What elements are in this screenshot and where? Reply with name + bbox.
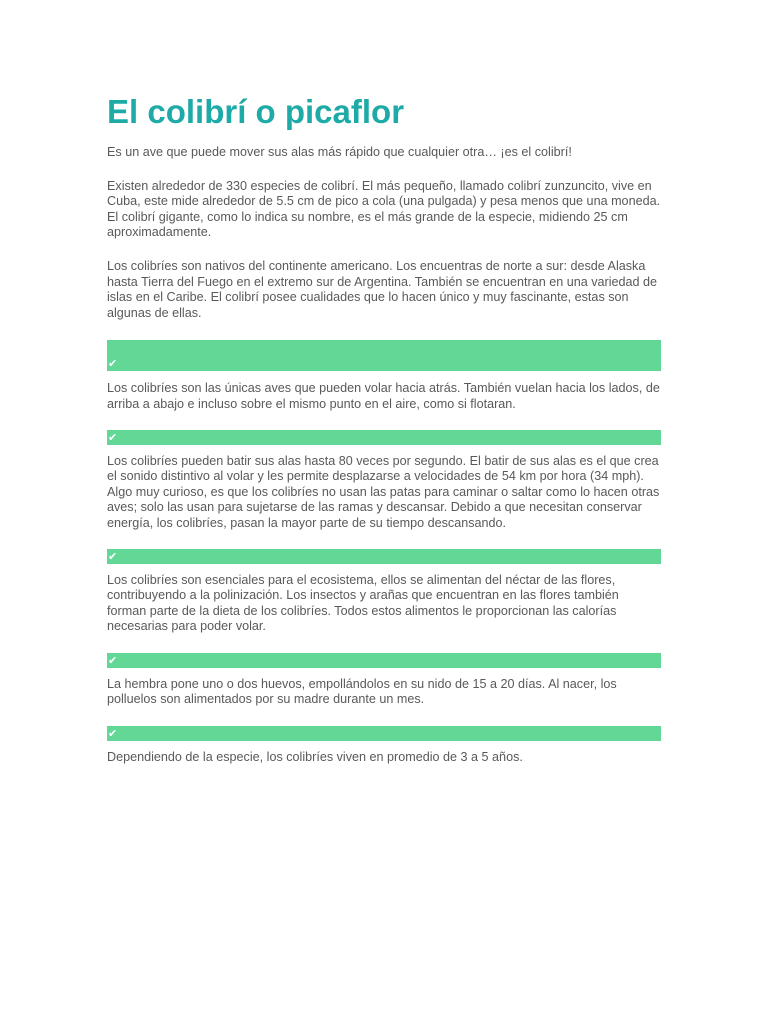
fact-paragraph-wings: Los colibríes pueden batir sus alas hasta 80 veces por segundo. El batir de sus alas es el que crea el sonido distintivo al volar y les permite desplazarse a velocidades de 54 km por hora (34 mph). Algo muy curioso, es que los colibríes no usan las patas para caminar o saltar como lo hacen otras aves; solo las usan para sujetarse de las ramas y descansar. Debido a que necesitan conservar energía, los colibríes, pasan la mayor parte de su tiempo descansando. <box>107 453 660 530</box>
checkmark-icon: ✔ <box>108 727 118 741</box>
paragraph-species: Existen alrededor de 330 especies de colibrí. El más pequeño, llamado colibrí zunzuncito, vive en Cuba, este mide alrededor de 5.5 cm de pico a cola (una pulgada) y pesa menos que una moneda. El colibrí gigante, como lo indica su nombre, es el más grande de la especie, midiendo 25 cm aproximadamente. <box>107 178 661 240</box>
fact-header-bar <box>107 549 661 564</box>
document-page <box>107 92 661 766</box>
intro-paragraph: Es un ave que puede mover sus alas más rápido que cualquier otra… ¡es el colibrí! <box>107 145 572 159</box>
fact-header-bar <box>107 430 661 445</box>
checkmark-icon: ✔ <box>108 549 118 563</box>
page-title: El colibrí o picaflor <box>107 93 405 130</box>
fact-paragraph-lifespan: Dependiendo de la especie, los colibríes viven en promedio de 3 a 5 años. <box>107 750 523 765</box>
checkmark-icon: ✔ <box>108 357 118 371</box>
fact-paragraph-flight: Los colibríes son las únicas aves que pueden volar hacia atrás. También vuelan hacia los lados, de arriba a abajo e incluso sobre el mismo punto en el aire, como si flotaran. <box>107 381 660 411</box>
fact-paragraph-eggs: La hembra pone uno o dos huevos, empollándolos en su nido de 15 a 20 días. Al nacer, los polluelos son alimentados por su madre durante un mes. <box>107 676 617 707</box>
fact-header-bar <box>107 340 661 371</box>
paragraph-native: Los colibríes son nativos del continente americano. Los encuentras de norte a sur: desde Alaska hasta Tierra del Fuego en el extremo sur de Argentina. También se encuentran en una variedad de islas en el Caribe. El colibrí posee cualidades que lo hacen único y muy fascinante, estas son algunas de ellas. <box>107 258 658 320</box>
fact-paragraph-ecosystem: Los colibríes son esenciales para el ecosistema, ellos se alimentan del néctar de las flores, contribuyendo a la polinización. Los insectos y arañas que encuentran en las flores también forman parte de la dieta de los colibríes. Todos estos alimentos le proporcionan las calorías necesarias para poder volar. <box>107 572 619 634</box>
checkmark-icon: ✔ <box>108 430 118 444</box>
checkmark-icon: ✔ <box>108 653 118 667</box>
fact-header-bar <box>107 726 661 741</box>
fact-header-bar <box>107 653 661 668</box>
